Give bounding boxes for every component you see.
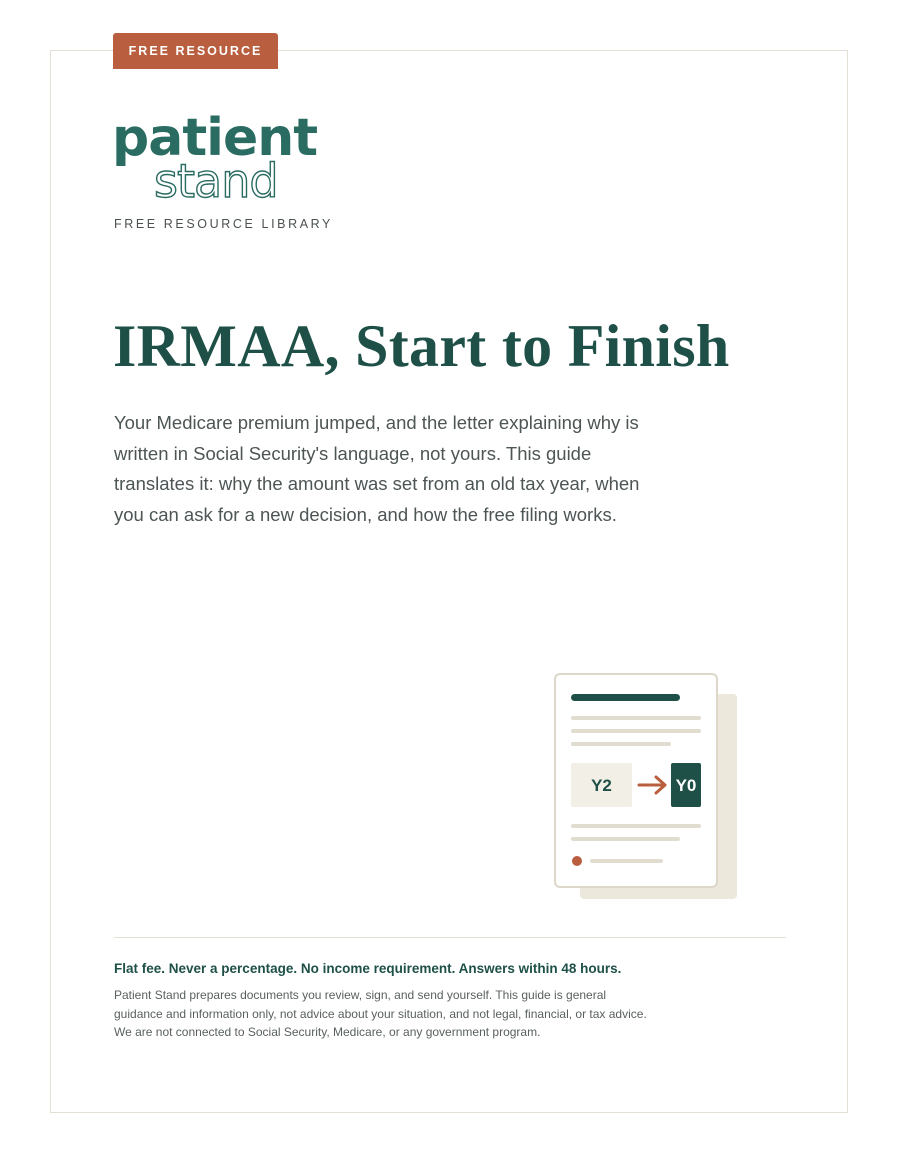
old-year-label: Y2 <box>591 776 612 795</box>
library-label: FREE RESOURCE LIBRARY <box>114 217 333 231</box>
logo-word-patient: patient <box>112 108 318 168</box>
disclaimer-text: Patient Stand prepares documents you review, sign, and send yourself. This guide is general guidance and information only, not advice about your situation, and not legal, financial, or tax advice. We are not connected to Social Security, Medicare, or any government program. <box>114 988 647 1039</box>
bullet-dot <box>572 856 582 866</box>
doc-text-line <box>571 729 701 733</box>
page-title: IRMAA, Start to Finish <box>113 313 730 379</box>
intro-paragraph: Your Medicare premium jumped, and the letter explaining why is written in Social Security's language, not yours. This guide translates it: why the amount was set from an old tax year, when you can ask for a new decision, and how the free filing works. <box>114 412 640 525</box>
doc-text-line <box>571 824 701 828</box>
patient-stand-logo <box>112 108 318 208</box>
doc-text-line <box>590 859 663 863</box>
doc-text-line <box>571 716 701 720</box>
doc-text-line <box>571 837 680 841</box>
new-year-label: Y0 <box>675 776 697 795</box>
footer-divider <box>114 937 786 938</box>
doc-heading-line <box>571 694 680 701</box>
page-border <box>50 50 848 1113</box>
free-resource-tag: FREE RESOURCE <box>113 33 278 69</box>
pricing-promise: Flat fee. Never a percentage. No income requirement. Answers within 48 hours. <box>114 961 622 976</box>
doc-text-line <box>571 742 671 746</box>
logo-word-stand: stand <box>154 154 278 208</box>
document-illustration <box>550 670 750 905</box>
